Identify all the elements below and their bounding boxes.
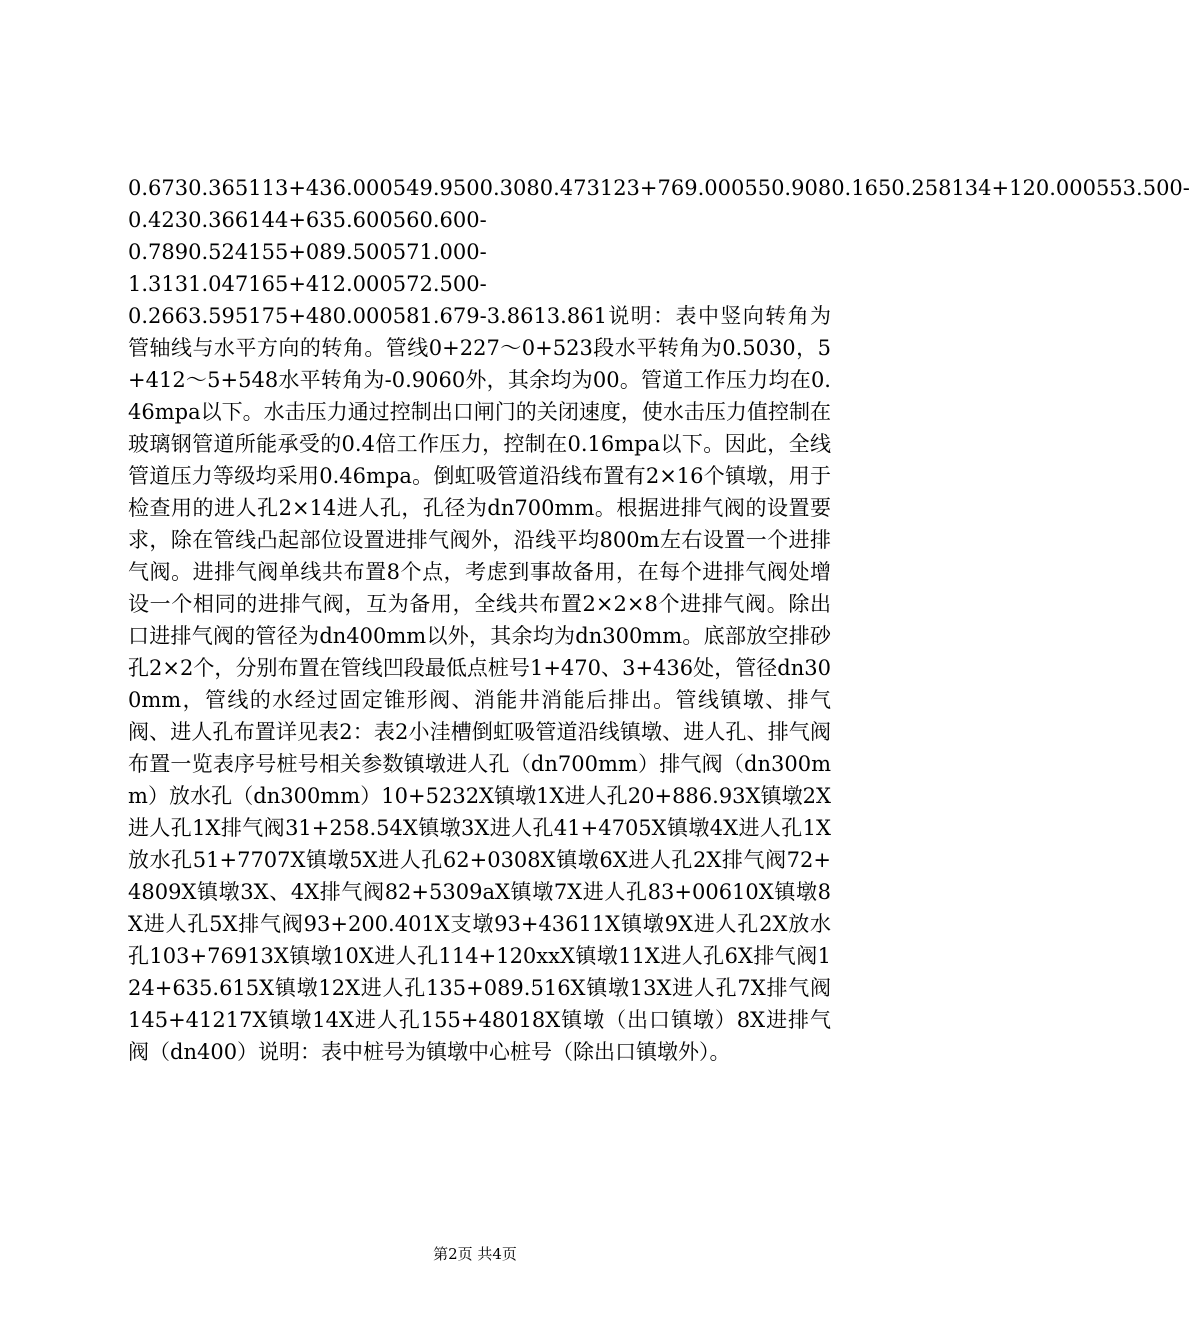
text-line-2: 0.4230.366144+635.600560.600-	[128, 208, 487, 232]
text-line-1: 0.6730.365113+436.000549.9500.3080.473123+769.000550.9080.1650.258134+120.000553.500-	[128, 176, 1190, 200]
document-body	[128, 172, 1190, 1068]
text-line-4: 1.3131.047165+412.000572.500-	[128, 272, 487, 296]
text-line-3: 0.7890.524155+089.500571.000-	[128, 240, 487, 264]
body-paragraph: 0.2663.595175+480.000581.679-3.8613.861说明：表中竖向转角为管轴线与水平方向的转角。管线0+227～0+523段水平转角为0.5030，5+412～5+548水平转角为-0.9060外，其余均为00。管道工作压力均在0.46mpa以下。水击压力通过控制出口闸门的关闭速度，使水击压力值控制在玻璃钢管道所能承受的0.4倍工作压力，控制在0.16mpa以下。因此，全线管道压力等级均采用0.46mpa。倒虹吸管道沿线布置有2×16个镇墩，用于检查用的进人孔2×14进人孔，孔径为dn700mm。根据进排气阀的设置要求，除在管线凸起部位设置进排气阀外，沿线平均800m左右设置一个进排气阀。进排气阀单线共布置8个点，考虑到事故备用，在每个进排气阀处增设一个相同的进排气阀，互为备用，全线共布置2×2×8个进排气阀。除出口进排气阀的管径为dn400mm以外，其余均为dn300mm。底部放空排砂孔2×2个，分别布置在管线凹段最低点桩号1+470、3+436处，管径dn300mm，管线的水经过固定锥形阀、消能井消能后排出。管线镇墩、排气阀、进人孔布置详见表2：表2小洼槽倒虹吸管道沿线镇墩、进人孔、排气阀布置一览表序号桩号相关参数镇墩进人孔（dn700mm）排气阀（dn300mm）放水孔（dn300mm）10+5232X镇墩1X进人孔20+886.93X镇墩2X进人孔1X排气阀31+258.54X镇墩3X进人孔41+4705X镇墩4X进人孔1X放水孔51+7707X镇墩5X进人孔62+0308X镇墩6X进人孔2X排气阀72+4809X镇墩3X、4X排气阀82+5309aX镇墩7X进人孔83+00610X镇墩8X进人孔5X排气阀93+200.401X支墩93+43611X镇墩9X进人孔2X放水孔103+76913X镇墩10X进人孔114+120xxX镇墩11X进人孔6X排气阀124+635.615X镇墩12X进人孔135+089.516X镇墩13X进人孔7X排气阀145+41217X镇墩14X进人孔155+48018X镇墩（出口镇墩）8X进排气阀（dn400）说明：表中桩号为镇墩中心桩号（除出口镇墩外）。	[128, 304, 831, 1064]
page-number-footer: 第2页 共4页	[433, 1245, 517, 1263]
